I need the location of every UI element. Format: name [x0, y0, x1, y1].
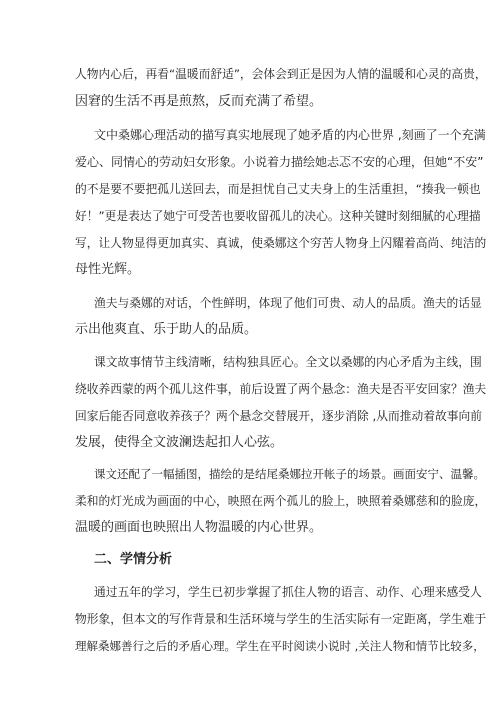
- text-line: 的不是要不要把孤儿送回去，而是担忧自己丈夫身上的生活重担，“揍我一顿也: [75, 182, 481, 196]
- text-line: 柔和的灯光成为画面的中心，映照在两个孤儿的脸上，映照着桑娜慈和的脸庞，: [75, 494, 487, 508]
- text-line: 物形象，但本文的写作背景和生活环境与学生的生活实际有一定距离，学生难于: [75, 612, 487, 626]
- text-line: 回家后能否同意收养孩子？两个悬念交替展开，逐步消除 ,从而推动着故事向前: [75, 409, 482, 423]
- text-line: 写，让人物显得更加真实、真诚，使桑娜这个穷苦人物身上闪耀着高尚、纯洁的: [75, 236, 487, 250]
- text-line: 文中桑娜心理活动的描写真实地展现了她矛盾的内心世界 ,刻画了一个充满: [94, 128, 486, 142]
- text-line: 绕收养西蒙的两个孤儿这件事，前后设置了两个悬念：渔夫是否平安回家？渔夫: [75, 382, 487, 396]
- text-line: 因窘的生活不再是煎熬，反而充满了希望。: [75, 94, 323, 109]
- text-line: 示出他爽直、乐于助人的品质。: [75, 322, 258, 337]
- text-line: 理解桑娜善行之后的矛盾心理。学生在平时阅读小说时 ,关注人物和情节比较多，: [75, 639, 485, 653]
- text-line: 课文故事情节主线清晰，结构独具匠心。全文以桑娜的内心矛盾为主线，围: [94, 355, 482, 369]
- text-line: 渔夫与桑娜的对话，个性鲜明，体现了他们可贵、动人的品质。渔夫的话显: [94, 296, 482, 310]
- text-line: 母性光辉。: [75, 262, 141, 277]
- text-line: 课文还配了一幅插图，描绘的是结尾桑娜拉开帐子的场景。画面安宁、温馨。: [94, 467, 485, 481]
- text-line: 通过五年的学习，学生已初步掌握了抓住人物的语言、动作、心理来感受人: [94, 585, 482, 599]
- text-line: 爱心、同情心的劳动妇女形象。小说着力描绘她忐忑不安的心理，但她“不安”: [75, 155, 484, 169]
- section-heading: 二、学情分析: [94, 552, 173, 567]
- text-line: 发展，使得全文波澜迭起扣人心弦。: [75, 435, 284, 450]
- text-line: 人物内心后，再看“温暖而舒适”，会体会到正是因为人情的温暖和心灵的高贵，: [75, 67, 487, 81]
- text-line: 好！”更是表达了她宁可受苦也要收留孤儿的决心。这种关键时刻细腻的心理描: [75, 209, 481, 223]
- text-line: 温暖的画面也映照出人物温暖的内心世界。: [75, 520, 323, 535]
